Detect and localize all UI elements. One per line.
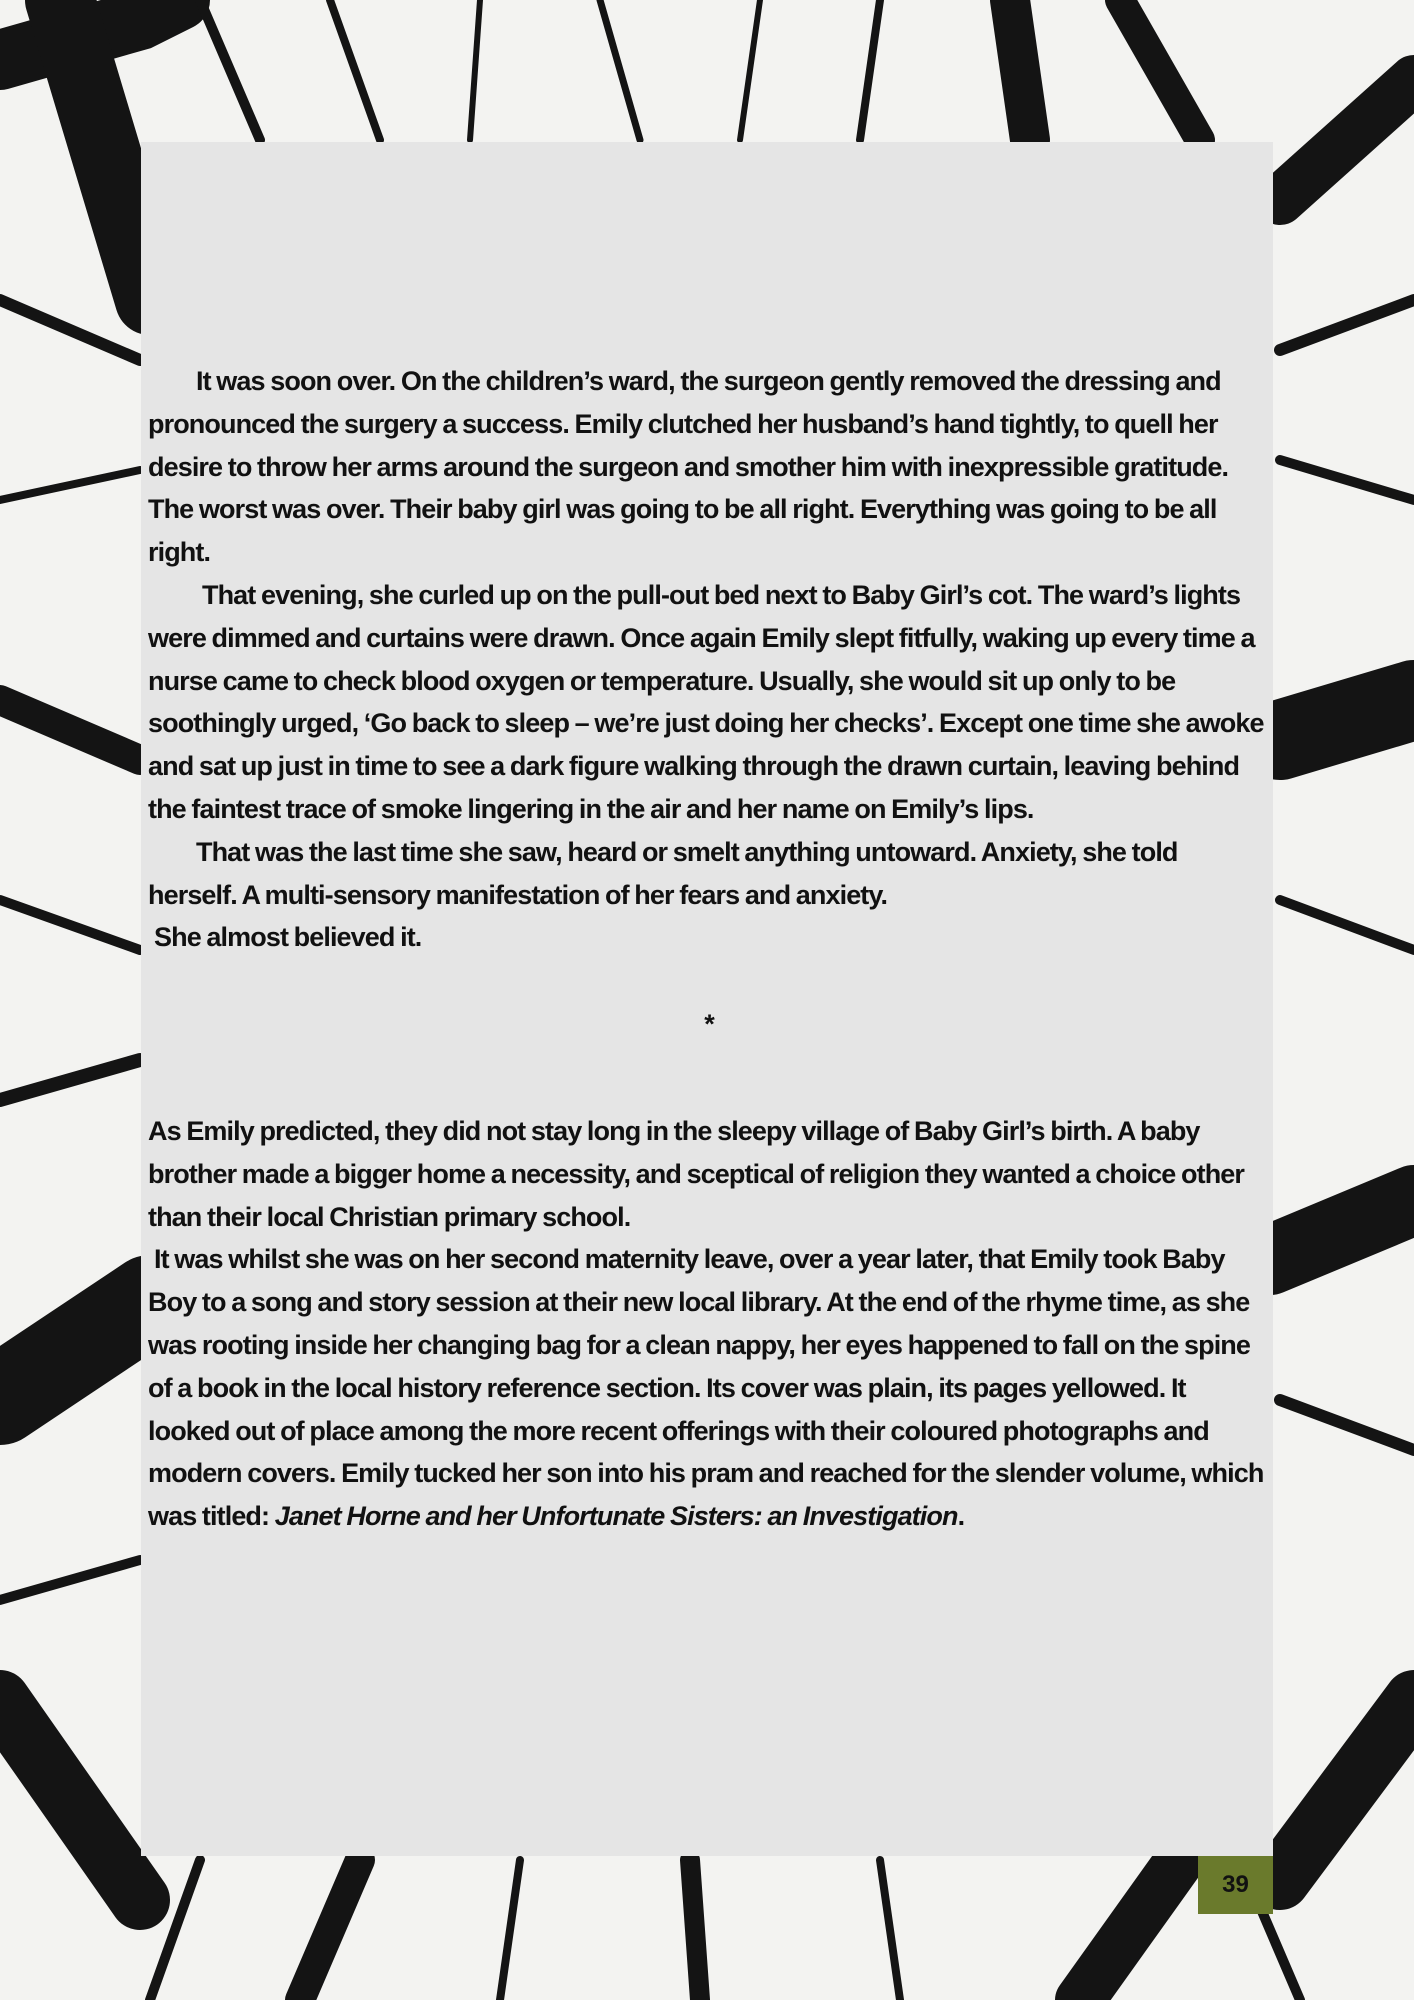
paragraph-library-text: It was whilst she was on her second maternity leave, over a year later, that Emily took Baby Boy to a song and story session at their new local library. At the end of the rhyme time, as she was rooting inside her changing bag for a clean nappy, her eyes happened to fall on the spine of a book in the local history reference section. Its cover was plain, its pages yellowed. It looked out of place among the more recent offerings with their coloured photographs and modern covers. Emily tucked her son into his pram and reached for the slender volume, which was titled:	[148, 1244, 1264, 1532]
text-panel	[141, 142, 1273, 1856]
story-text	[148, 360, 1270, 1538]
book-title: Janet Horne and her Unfortunate Sisters: an Investigation	[274, 1501, 958, 1532]
paragraph-anxiety: That was the last time she saw, heard or smelt anything untoward. Anxiety, she told herself. A multi-sensory manifestation of her fears and anxiety.	[148, 836, 1178, 910]
paragraph-believed: She almost believed it.	[154, 922, 422, 953]
section-separator: *	[704, 1009, 714, 1040]
paragraph-library-end: .	[957, 1501, 965, 1532]
paragraph-surgery: It was soon over. On the children’s ward, the surgeon gently removed the dressing and pronounced the surgery a success. Emily clutched her husband’s hand tightly, to quell her desire to throw her arms around the surgeon and smother him with inexpressible gratitude. The worst was over. Their baby girl was going to be all right. Everything was going to be all right.	[148, 366, 1229, 568]
page-number: 39	[1198, 1856, 1273, 1914]
paragraph-village: As Emily predicted, they did not stay long in the sleepy village of Baby Girl’s birth. A baby brother made a bigger home a necessity, and sceptical of religion they wanted a choice other than their local Christian primary school.	[148, 1115, 1245, 1232]
paragraph-evening: That evening, she curled up on the pull-out bed next to Baby Girl’s cot. The ward’s lights were dimmed and curtains were drawn. Once again Emily slept fitfully, waking up every time a nurse came to check blood oxygen or temperature. Usually, she would sit up only to be soothingly urged, ‘Go back to sleep – we’re just doing her checks’. Except one time she awoke and sat up just in time to see a dark figure walking through the drawn curtain, leaving behind the faintest trace of smoke lingering in the air and her name on Emily’s lips.	[148, 579, 1264, 824]
paragraph-library	[148, 1238, 1270, 1538]
